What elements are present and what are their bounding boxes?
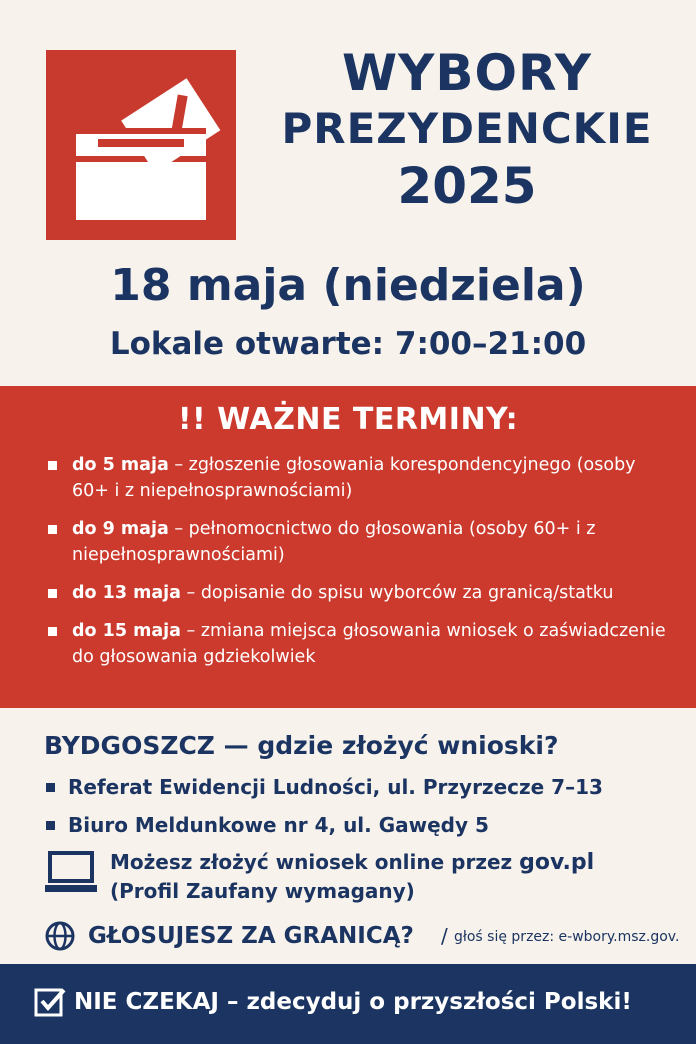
globe-icon — [44, 920, 76, 952]
deadline-text: – zmiana miejsca głosowania wniosek o zaświadczenie do głosowania gdziekolwiek — [72, 621, 666, 667]
checkbox-icon — [34, 986, 66, 1018]
deadlines-list — [0, 452, 696, 670]
ballot-box-logo — [46, 50, 236, 240]
abroad-question: GŁOSUJESZ ZA GRANICĄ? — [88, 923, 414, 949]
ballot-box-icon — [46, 50, 236, 240]
footer-banner — [0, 964, 696, 1044]
abroad-separator: / — [441, 924, 448, 948]
bullet-icon — [48, 589, 57, 598]
deadline-date: do 9 maja — [72, 519, 169, 539]
bullet-icon — [46, 783, 55, 792]
online-text — [110, 848, 594, 905]
deadline-item — [48, 452, 674, 504]
title-line-3: 2025 — [397, 157, 537, 215]
election-date: 18 maja (niedziela) — [110, 260, 586, 311]
laptop-icon — [44, 850, 98, 896]
online-label: Możesz złożyć wniosek online przez — [110, 850, 520, 874]
bullet-icon — [48, 525, 57, 534]
deadlines-panel — [0, 386, 696, 708]
footer-message: NIE CZEKAJ – zdecyduj o przyszłości Polski! — [74, 989, 632, 1015]
office-address: Biuro Meldunkowe nr 4, ul. Gawędy 5 — [68, 813, 489, 837]
deadline-date: do 13 maja — [72, 583, 181, 603]
title-line-2: PREZYDENCKIE — [281, 104, 653, 153]
polling-hours: Lokale otwarte: 7:00–21:00 — [109, 326, 587, 362]
deadline-item — [48, 618, 674, 670]
bullet-icon — [46, 821, 55, 830]
deadline-text: – zgłoszenie głosowania korespondencyjnego (osoby 60+ i z niepełnosprawnościami) — [72, 455, 636, 501]
offices-list — [46, 772, 603, 848]
office-item — [46, 810, 603, 840]
deadline-item — [48, 580, 674, 606]
office-address: Referat Ewidencji Ludności, ul. Przyrzecze 7–13 — [68, 775, 603, 799]
deadline-text: – dopisanie do spisu wyborców za granicą/statku — [180, 583, 614, 603]
bullet-icon — [48, 627, 57, 636]
deadline-date: do 15 maja — [72, 621, 181, 641]
online-application — [44, 848, 664, 904]
page-title — [262, 44, 672, 216]
deadline-date: do 5 maja — [72, 455, 169, 475]
deadline-item — [48, 516, 674, 568]
title-line-1: WYBORY — [342, 44, 592, 102]
online-note: (Profil Zaufany wymagany) — [110, 879, 415, 903]
gov-link[interactable]: gov.pl — [519, 850, 595, 875]
abroad-register-link[interactable]: głoś się przez: e-wbory.msz.gov. — [454, 929, 680, 945]
deadlines-heading: !! WAŻNE TERMINY: — [177, 402, 519, 437]
bullet-icon — [48, 461, 57, 470]
bydgoszcz-heading: BYDGOSZCZ — gdzie złożyć wnioski? — [44, 731, 559, 760]
deadline-text: – pełnomocnictwo do głosowania (osoby 60+ i z niepełnosprawnościami) — [72, 519, 596, 565]
abroad-info — [44, 918, 694, 952]
office-item — [46, 772, 603, 802]
